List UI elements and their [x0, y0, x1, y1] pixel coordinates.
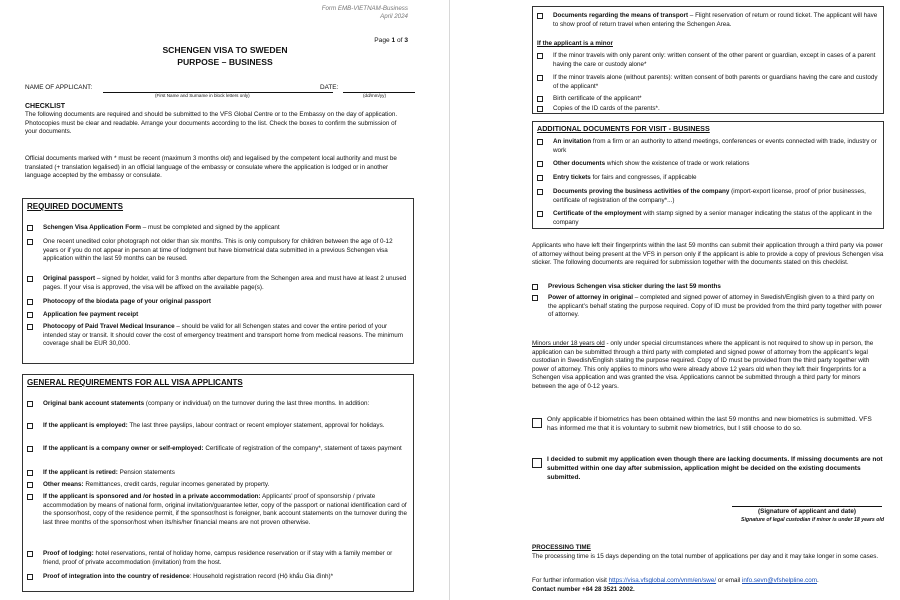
required-item: Original passport – signed by holder, valid for 3 months after departure from the Schengen area and must have at least 2 unused pages. If your visa is approved, the visa will be affixed on the available page(s). — [27, 275, 409, 292]
checkbox[interactable] — [27, 401, 33, 407]
general-item: If the applicant is sponsored and /or hosted in a private accommodation: Applicants’ proof of sponsorship / private accommodation by means of national form, original invitation/guarantee letter, copy of the passport or national identification card of the sponsor/host, copy of the residence permit, if the sponsor/host is foreigner, bank account statements on the turnover during the last three months of the sponsor/host when its/his/her financial means are not proven otherwise. — [27, 493, 409, 527]
name-hint: (First Name and Surname in block letters only) — [155, 93, 250, 98]
checkbox[interactable] — [27, 239, 33, 245]
date-label: DATE: — [320, 84, 339, 91]
checkbox[interactable] — [537, 106, 543, 112]
applicant-row — [25, 84, 415, 104]
checkbox[interactable] — [27, 446, 33, 452]
minor-item: If the minor travels alone (without parents): written consent of both parents or guardians having the care and custody of the applicant* — [537, 74, 879, 91]
page-title: SCHENGEN VISA TO SWEDEN — [162, 45, 288, 55]
checkbox[interactable] — [537, 189, 543, 195]
required-item: One recent unedited color photograph not older than six months. This is only compulsory for children between the age of 0-12 years or if you do not appear in person at time of lodgment but have biometrical data submitted in a previous Schengen visa application within the last 59 months can be reused. — [27, 238, 409, 264]
additional-documents-title: ADDITIONAL DOCUMENTS FOR VISIT - BUSINESS — [537, 124, 710, 133]
minor-item: Copies of the ID cards of the parents*. — [537, 105, 879, 114]
form-id: Form EMB-VIETNAM-Business April 2024 — [321, 5, 408, 21]
minors-text: Minors under 18 years old - only under special circumstances where the applicant is not required to show up in person, the application can be submitted through a third party with completed and signed power of attorney from the applicant’s legal custodian in Swedish/English stating the purpose required. Copy of ID must be provided from the third party together with power of attorney. This only applies to minors who were already above 12 years old when they left their fingerprints for a Schengen visa application and was granted the visa. Applications cannot be submitted through a third party for minors between the age of 0-12 years. — [532, 340, 874, 390]
checkbox[interactable] — [27, 324, 33, 330]
processing-heading: PROCESSING TIME — [532, 544, 591, 551]
general-item: If the applicant is retired: Pension statements — [27, 469, 409, 478]
checkbox[interactable] — [537, 13, 543, 19]
general-requirements-box — [22, 374, 414, 592]
required-item: Application fee payment receipt — [27, 311, 409, 320]
general-continued-box — [532, 6, 884, 114]
transport-item: Documents regarding the means of transport – Flight reservation of return or round ticket. The applicant will have to show proof of return travel when entering the Schengen Area. — [537, 12, 879, 29]
checkbox[interactable] — [27, 276, 33, 282]
checkbox[interactable] — [27, 312, 33, 318]
checkbox[interactable] — [537, 175, 543, 181]
checkbox[interactable] — [27, 482, 33, 488]
general-item: Proof of lodging: hotel reservations, rental of holiday home, campus residence reservation or if stay with a family member or friend, proof of private accommodation (invitation) from the host. — [27, 550, 409, 567]
checkbox[interactable] — [27, 574, 33, 580]
signature-note: Signature of legal custodian if minor is under 18 years old — [741, 517, 884, 523]
checkbox[interactable] — [27, 470, 33, 476]
official-text: Official documents marked with * must be recent (maximum 3 months old) and legalised by the competent local authority and must be translated (+ translation legalised) in an official language of the embassy or consulate where the application is lodged or in another language accepted by the embassy or consulate. — [25, 155, 397, 179]
email-link[interactable]: info.sevn@vfshelpline.com — [742, 577, 817, 584]
checkbox[interactable] — [27, 423, 33, 429]
checkbox[interactable] — [27, 299, 33, 305]
signature-label: (Signature of applicant and date) — [758, 508, 856, 515]
minor-item: Birth certificate of the applicant* — [537, 95, 879, 104]
checkbox[interactable] — [537, 53, 543, 59]
checkbox[interactable] — [27, 225, 33, 231]
biometrics-option: Only applicable if biometrics has been obtained within the last 59 months and new biometrics is submitted. VFS has informed me that it is voluntary to submit new biometrics, but I still choose to do so. — [547, 416, 872, 432]
additional-item: Other documents which show the existence of trade or work relations — [537, 160, 879, 169]
processing-text: The processing time is 15 days depending on the total number of applications per day and it may take longer in some cases. — [532, 553, 879, 560]
checkbox[interactable] — [27, 494, 33, 500]
checkbox[interactable] — [537, 139, 543, 145]
page-2 — [450, 0, 900, 600]
checkbox[interactable] — [537, 96, 543, 102]
lacking-documents-checkbox[interactable] — [532, 458, 542, 468]
additional-item: Documents proving the business activities of the company (import-export license, proof of prior businesses, certificate of registration of the company*...) — [537, 188, 879, 205]
checkbox[interactable] — [532, 295, 538, 301]
additional-item: Entry tickets for fairs and congresses, if applicable — [537, 174, 879, 183]
info-line: For further information visit https://visa.vfsglobal.com/vnm/en/swe/ or email info.sevn@vfshelpline.com. — [532, 577, 819, 584]
checkbox[interactable] — [537, 211, 543, 217]
general-item: Other means: Remittances, credit cards, regular incomes generated by property. — [27, 481, 409, 490]
additional-item: An invitation from a firm or an authority to attend meetings, conferences or events connected with trade, industry or work — [537, 138, 879, 155]
general-item: Original bank account statements (company or individual) on the turnover during the last three months. In addition: — [27, 400, 409, 409]
required-item: Photocopy of Paid Travel Medical Insurance – should be valid for all Schengen states and cover the entire period of your intended stay or transit. It should cover the cost of emergency treatment and transport home from medical reasons. The minimum coverage shall be EUR 30,000. — [27, 323, 409, 349]
checkbox[interactable] — [537, 75, 543, 81]
biometrics-checkbox[interactable] — [532, 418, 542, 428]
name-label: NAME OF APPLICANT: — [25, 84, 93, 91]
checklist-text: The following documents are required and should be submitted to the VFS Global Centre or to the Embassy on the day of application. Photocopies must be clear and readable. Arrange your documents according to the list. Check the boxes to confirm the submission of your documents. — [25, 111, 398, 135]
general-requirements-title: GENERAL REQUIREMENTS FOR ALL VISA APPLICANTS — [27, 378, 243, 387]
checkbox[interactable] — [537, 161, 543, 167]
required-documents-title: REQUIRED DOCUMENTS — [27, 202, 124, 211]
required-item: Photocopy of the biodata page of your original passport — [27, 298, 409, 307]
required-documents-box — [22, 198, 414, 364]
signature-line[interactable] — [732, 506, 882, 507]
minor-item: If the minor travels with only parent only: written consent of the other parent or guardian, except in cases of a parent having the care or custody alone* — [537, 52, 879, 69]
general-item: Proof of integration into the country of residence: Household registration record (Hộ khẩu Gia đình)* — [27, 573, 409, 582]
additional-item: Certificate of the employment with stamp signed by a senior manager indicating the status of the applicant in the company — [537, 210, 879, 227]
page-number: Page 1 of 3 — [374, 37, 408, 44]
checkbox[interactable] — [27, 551, 33, 557]
fingerprint-text: Applicants who have left their fingerprints within the last 59 months can submit their application through a third party via power of attorney without being present at the VFS in person only if the applicant is able to provide a copy of previous Schengen visa sticker. The following documents are required for submission together with the documents stated on this checklist. — [532, 242, 884, 266]
fingerprint-item: Previous Schengen visa sticker during the last 59 months — [532, 283, 884, 292]
page-subtitle: PURPOSE – BUSINESS — [177, 57, 273, 67]
checklist-heading: CHECKLIST — [25, 103, 66, 110]
vfs-link[interactable]: https://visa.vfsglobal.com/vnm/en/swe/ — [608, 577, 717, 584]
minor-heading: If the applicant is a minor — [537, 40, 613, 47]
contact-number: Contact number +84 28 3521 2002. — [532, 586, 635, 593]
fingerprint-item: Power of attorney in original – completed and signed power of attorney in Swedish/English given to a third party on the applicant’s behalf stating the purpose required. Copy of ID must be provided from the third party together with power of attorney. — [532, 294, 884, 320]
general-item: If the applicant is employed: The last three payslips, labour contract or recent employer statement, approval for holidays. — [27, 422, 409, 431]
general-item: If the applicant is a company owner or self-employed: Certificate of registration of the company*, statement of taxes payment — [27, 445, 409, 454]
checkbox[interactable] — [532, 284, 538, 290]
date-hint: (dd/mm/yy) — [363, 93, 386, 98]
required-item: Schengen Visa Application Form – must be completed and signed by the applicant — [27, 224, 409, 233]
lacking-documents-option: I decided to submit my application even though there are lacking documents. If missing documents are not submitted within one day after submission, application might be decided on the existing documents submitted. — [547, 456, 883, 481]
additional-documents-box — [532, 121, 884, 229]
